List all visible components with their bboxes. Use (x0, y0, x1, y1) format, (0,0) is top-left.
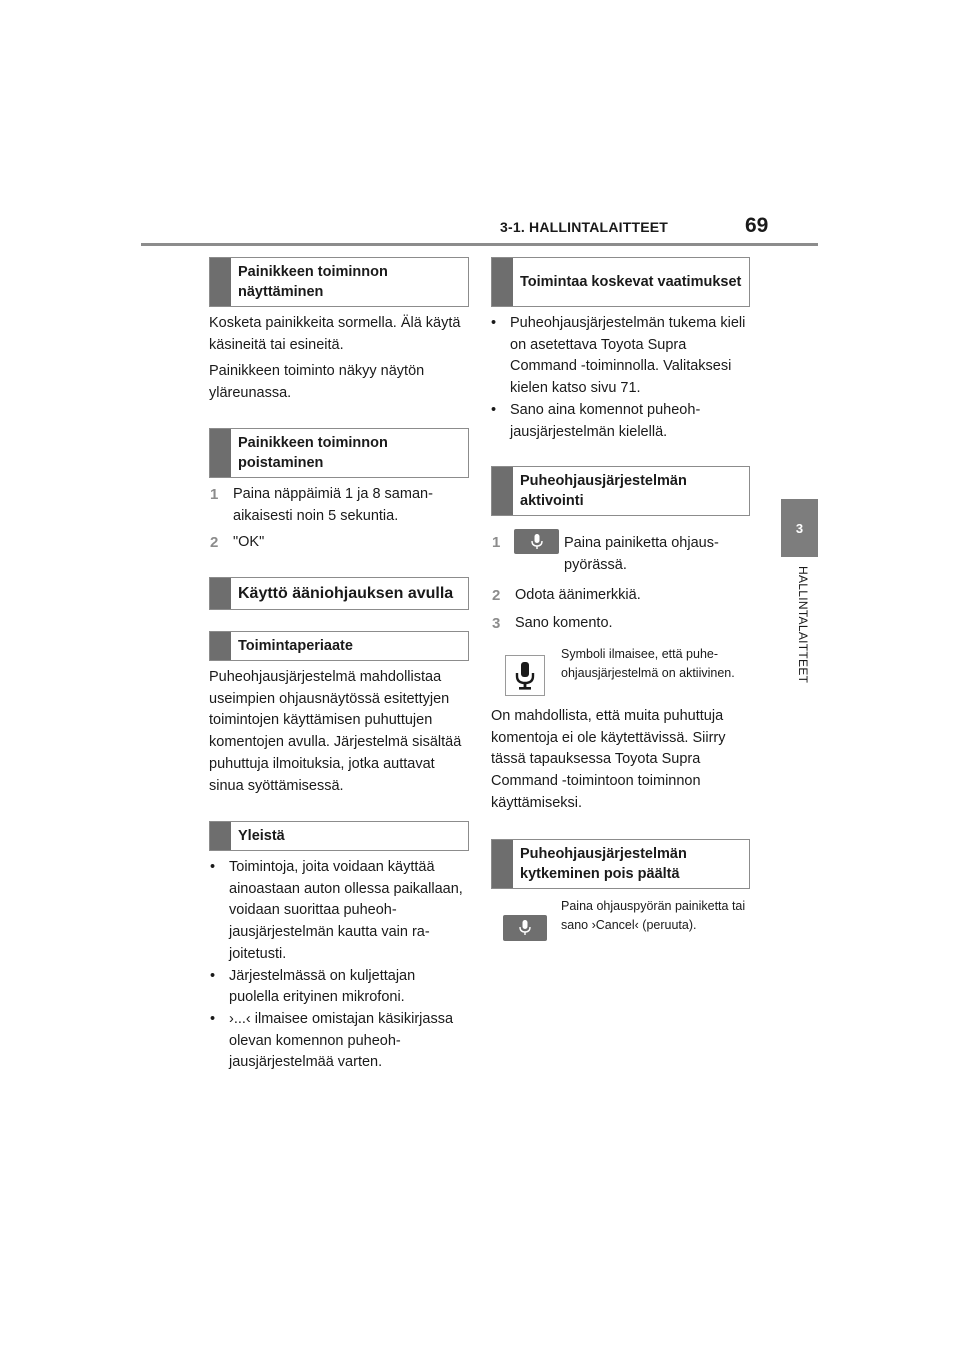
microphone-icon (514, 529, 559, 554)
microphone-icon (503, 915, 547, 941)
heading-bar (492, 467, 513, 515)
heading-bar (210, 258, 231, 306)
heading-box-deactivate (491, 839, 750, 889)
heading-bar (210, 822, 231, 850)
microphone-icon (505, 655, 545, 696)
step-item (492, 613, 747, 635)
heading-box-remove-function (209, 428, 469, 478)
heading-text: Painikkeen toiminnon näyttäminen (238, 264, 388, 300)
heading-box-show-function (209, 257, 469, 307)
list-item: • Järjestelmässä on kuljettajan puolella erityinen mikrofoni. (210, 966, 465, 1009)
heading-text: Käyttö ääniohjauksen avulla (238, 584, 454, 602)
heading-box-voice-control (209, 577, 469, 610)
heading-bar (210, 632, 231, 660)
requirements-bullet-list (491, 313, 746, 443)
step-text: Paina painiketta ohjauspyörässä. (564, 535, 719, 573)
step-text: "OK" (233, 534, 265, 550)
heading-box-activate (491, 466, 750, 516)
heading-box-requirements (491, 257, 750, 307)
heading-box-principle (209, 631, 469, 661)
chapter-side-label: HALLINTALAITTEET (796, 566, 810, 684)
heading-text: Toimintaperiaate (238, 638, 353, 654)
step-number: 1 (492, 534, 501, 551)
cancel-note: Paina ohjauspyörän painiketta tai sano ›Cancel‹ (peruuta). (561, 899, 746, 932)
heading-box-general (209, 821, 469, 851)
list-item: • ›...‹ ilmaisee omistajan käsikirjassa olevan komennon puheohjausjärjestelmää varten. (210, 1009, 465, 1074)
heading-bar (492, 258, 513, 306)
list-item: • Sano aina komennot puheohjausjärjestelmän kielellä. (491, 400, 746, 443)
step-number: 2 (210, 534, 219, 551)
step-item (492, 585, 747, 607)
general-bullet-list (210, 857, 465, 1074)
symbol-note: Symboli ilmaisee, että puheohjausjärjestelmä on aktiivinen. (561, 647, 735, 680)
paragraph-function-display: Painikkeen toiminto näkyy näytön yläreunassa. (209, 363, 425, 401)
heading-text: Puheohjausjärjestelmän aktivointi (520, 473, 687, 509)
heading-text: Yleistä (238, 828, 285, 844)
heading-bar (210, 429, 231, 477)
step-number: 2 (492, 587, 501, 604)
paragraph-touch-buttons: Kosketa painikkeita sormella. Älä käytä käsineitä tai esineitä. (209, 315, 461, 353)
heading-text: Puheohjausjärjestelmän kytkeminen pois päältä (520, 846, 687, 882)
step-item (210, 532, 465, 554)
paragraph-principle: Puheohjausjärjestelmä mahdollistaa useimpien ohjausnäytössä esitettyjen toimintojen käyttämisen puhuttujen komentojen avulla. Järjestelmä sisältää puhuttuja ilmoituksia, jotka auttavat sinua syöttämisessä. (209, 669, 462, 794)
header-divider (141, 243, 818, 246)
step-number: 1 (210, 486, 219, 503)
heading-text: Painikkeen toiminnon poistaminen (238, 435, 388, 471)
section-title: 3-1. HALLINTALAITTEET (500, 219, 669, 235)
paragraph-commands: On mahdollista, että muita puhuttuja komentoja ei ole käytettävissä. Siirry tässä tapauksessa Toyota Supra Command -toimintoon toiminnon käyttämiseksi. (491, 708, 726, 811)
step-text: Sano komento. (515, 615, 613, 631)
step-number: 3 (492, 615, 501, 632)
list-item: • Puheohjausjärjestelmän tukema kieli on asetettava Toyota Supra Command -toiminnolla. Valitaksesi kielen katso sivu 71. (491, 313, 746, 400)
heading-bar (492, 840, 513, 888)
heading-text: Toimintaa koskevat vaatimukset (520, 274, 742, 290)
heading-bar (210, 578, 231, 609)
chapter-tab: 3 (781, 499, 818, 557)
page-number: 69 (745, 214, 769, 237)
step-text: Paina näppäimiä 1 ja 8 samanaikaisesti noin 5 sekuntia. (233, 486, 433, 524)
step-text: Odota äänimerkkiä. (515, 587, 641, 603)
step-item (210, 484, 465, 527)
list-item: • Toimintoja, joita voidaan käyttää ainoastaan auton ollessa paikallaan, voidaan suorittaa puheohjausjärjestelmän kautta vain rajoitetusti. (210, 857, 465, 966)
